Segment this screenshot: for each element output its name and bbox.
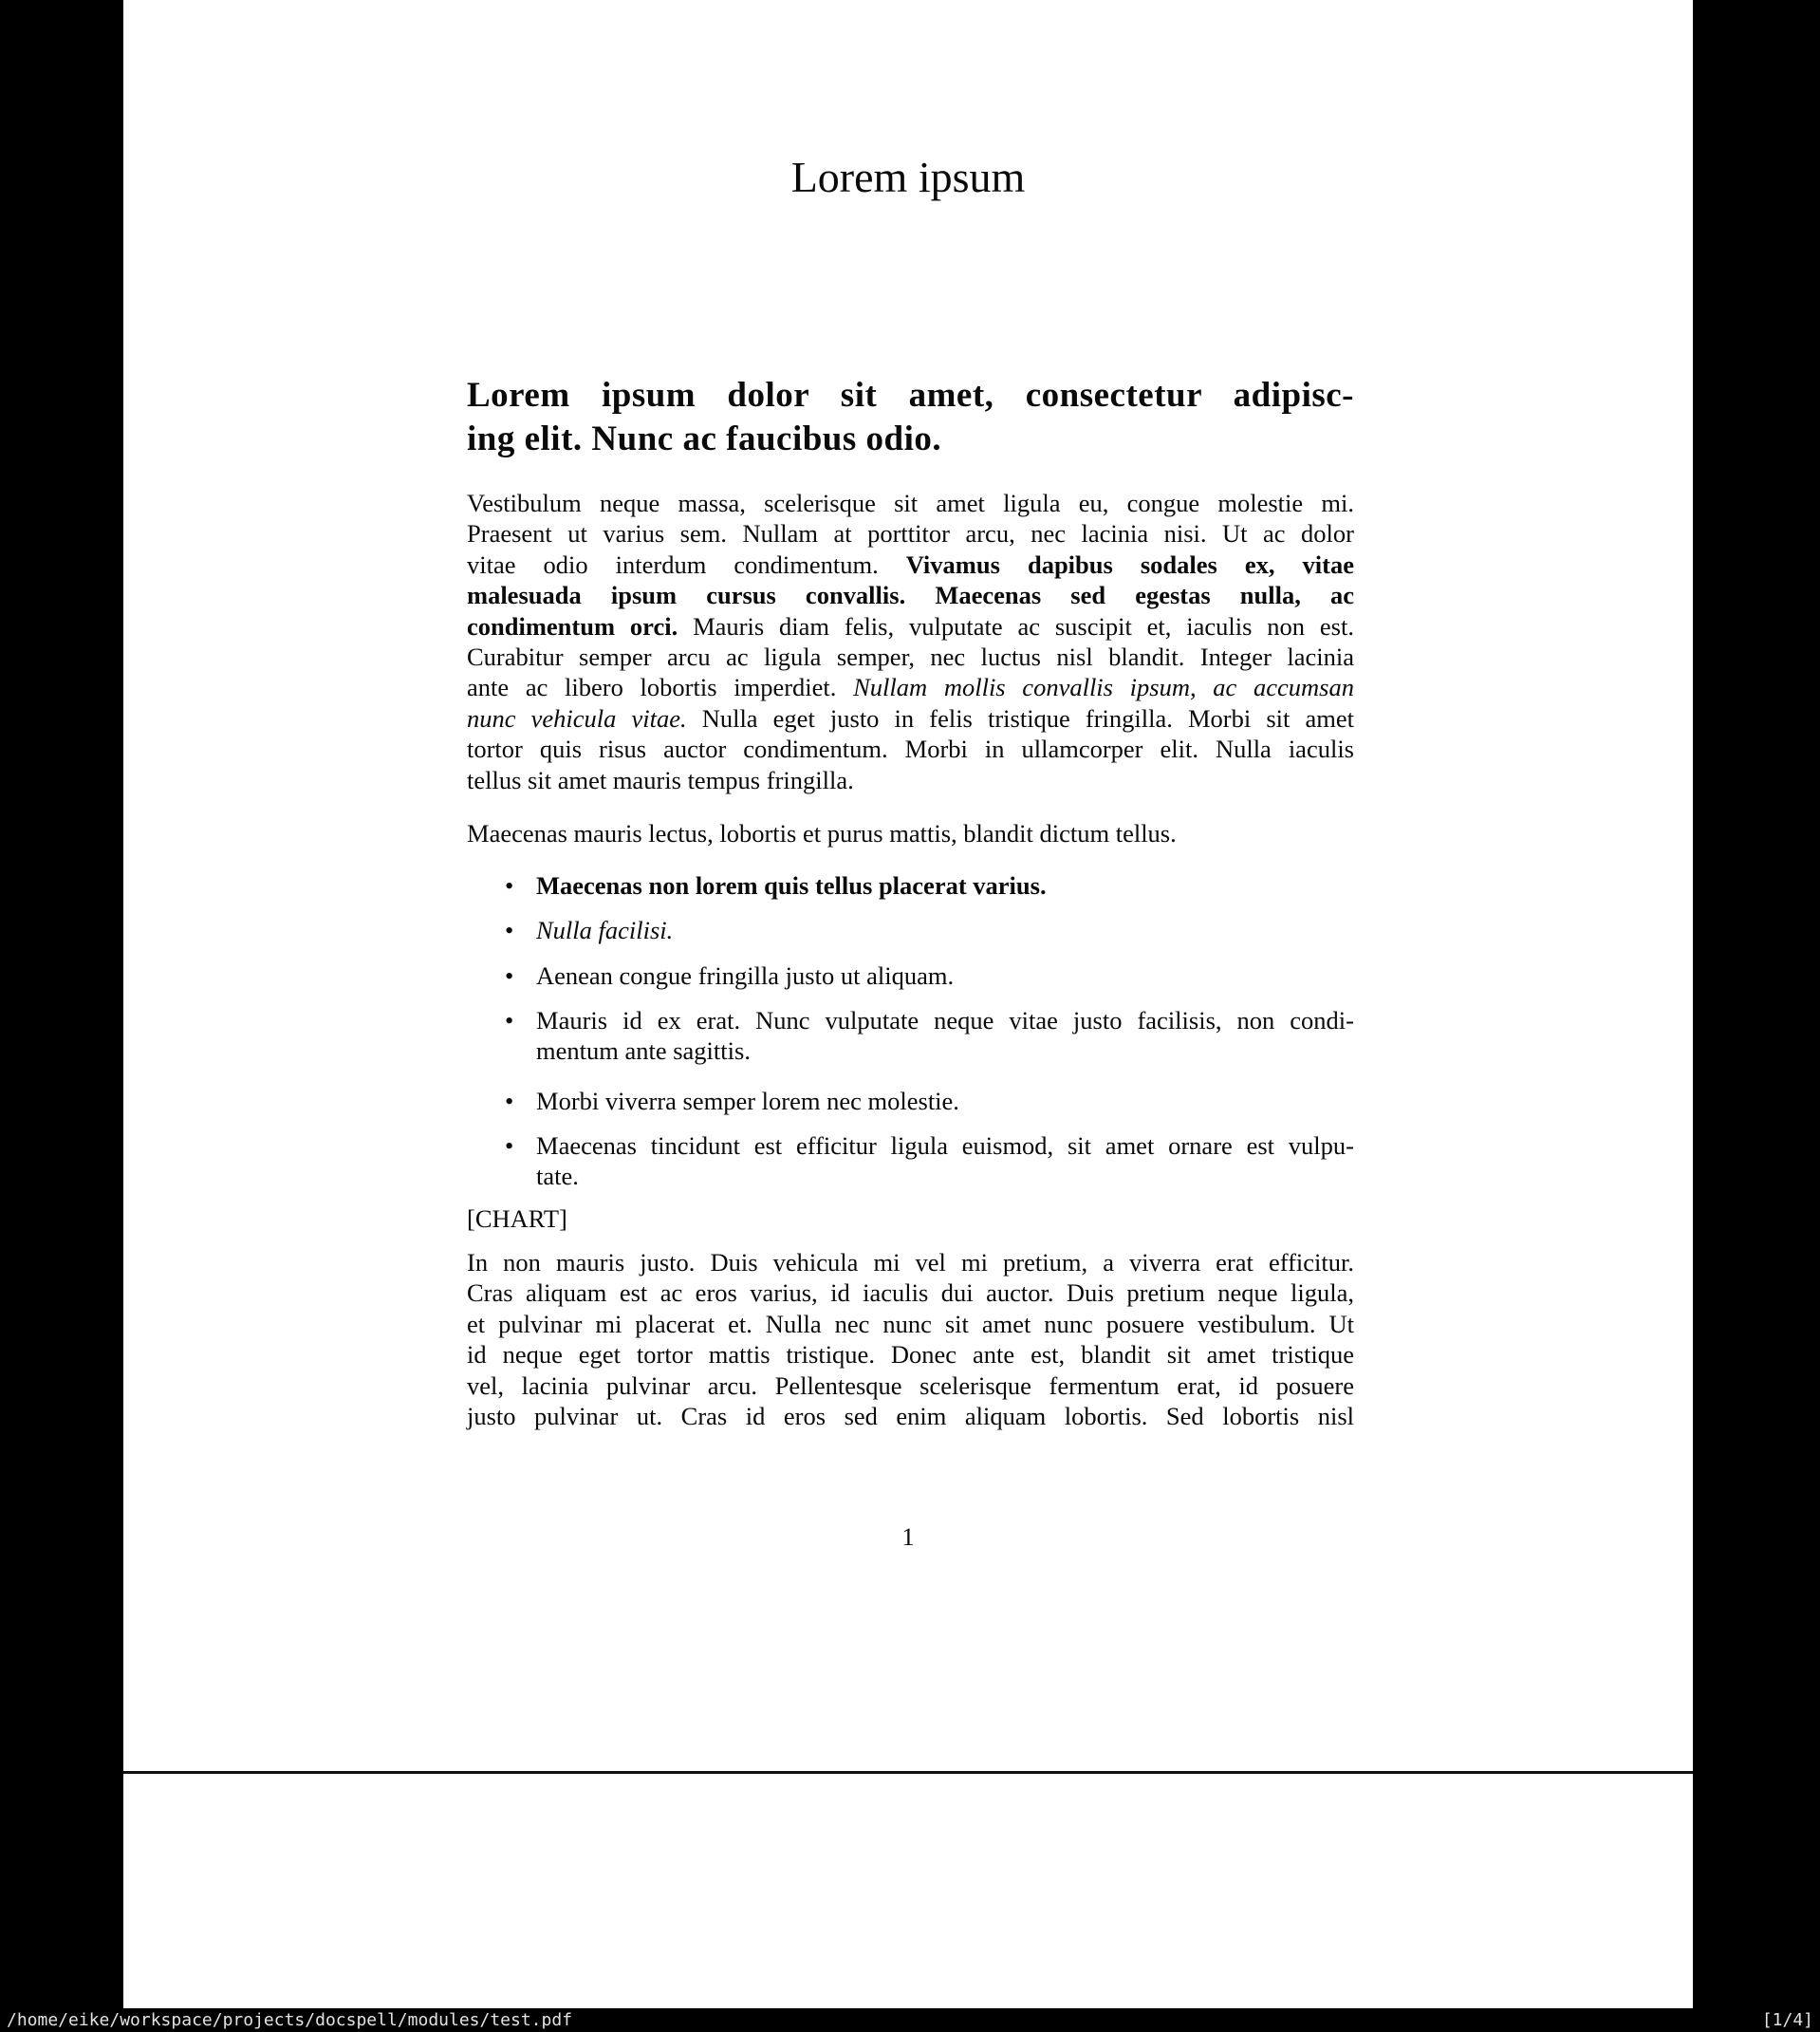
- text-line: mentum ante sagittis.: [536, 1036, 751, 1066]
- bullet-icon: •: [505, 1131, 514, 1160]
- list-item: [505, 915, 1354, 945]
- text-line: condimentum orci. Mauris diam felis, vulputate ac suscipit et, iaculis non est.: [467, 611, 1354, 641]
- bullet-icon: •: [505, 871, 514, 900]
- text-line: Maecenas mauris lectus, lobortis et purus mattis, blandit dictum tellus.: [467, 819, 1177, 848]
- status-file-path: /home/eike/workspace/projects/docspell/modules/test.pdf: [7, 2010, 573, 2030]
- document-title: Lorem ipsum: [790, 153, 1026, 201]
- bullet-icon: •: [505, 916, 514, 944]
- text-line: vel, lacinia pulvinar arcu. Pellentesque scelerisque fermentum erat, id posuere: [467, 1370, 1354, 1400]
- section-heading: [467, 374, 1354, 461]
- bullet-icon: •: [505, 1087, 514, 1115]
- text-line: Aenean congue fringilla justo ut aliquam.: [536, 961, 955, 990]
- text-line: tellus sit amet mauris tempus fringilla.: [467, 765, 854, 794]
- text-line: Maecenas non lorem quis tellus placerat varius.: [536, 871, 1047, 900]
- text-line: Vestibulum neque massa, scelerisque sit amet ligula eu, congue molestie mi.: [467, 489, 1354, 517]
- text-line: tortor quis risus auctor condimentum. Morbi in ullamcorper elit. Nulla iaculis: [467, 735, 1354, 764]
- status-page-indicator: [1/4]: [1761, 2010, 1813, 2030]
- text-line: id neque eget tortor mattis tristique. Donec ante est, blandit sit amet tristique: [467, 1340, 1354, 1370]
- page-number: 1: [901, 1522, 915, 1551]
- pdf-page-2[interactable]: [123, 1774, 1693, 2008]
- text-line: Maecenas tincidunt est efficitur ligula euismod, sit amet ornare est vulpu-: [536, 1131, 1354, 1160]
- text-line: Lorem ipsum dolor sit amet, consectetur adipisc-: [467, 376, 1354, 415]
- text-line: malesuada ipsum cursus convallis. Maecenas sed egestas nulla, ac: [467, 581, 1354, 610]
- status-bar: [0, 2008, 1820, 2032]
- text-line: ing elit. Nunc ac faucibus odio.: [467, 419, 942, 458]
- list-item: [505, 1130, 1354, 1192]
- text-line: Morbi viverra semper lorem nec molestie.: [536, 1087, 959, 1115]
- text-line: Mauris id ex erat. Nunc vulputate neque vitae justo facilisis, non condi-: [536, 1006, 1354, 1035]
- list-item: [505, 870, 1354, 901]
- bullet-icon: •: [505, 1006, 514, 1035]
- text-line: justo pulvinar ut. Cras id eros sed enim aliquam lobortis. Sed lobortis nisl: [467, 1402, 1354, 1431]
- text-line: et pulvinar mi placerat et. Nulla nec nunc sit amet nunc posuere vestibulum. Ut: [467, 1309, 1354, 1338]
- text-line: ante ac libero lobortis imperdiet. Nullam mollis convallis ipsum, ac accumsan: [467, 673, 1354, 702]
- paragraph-3: [467, 1247, 1354, 1431]
- paragraph-1: [467, 488, 1354, 795]
- paragraph-2: [467, 818, 1354, 848]
- text-line: Curabitur semper arcu ac ligula semper, nec luctus nisl blandit. Integer lacinia: [467, 643, 1354, 672]
- pdf-page-1[interactable]: [123, 0, 1693, 1771]
- list-item: [505, 960, 1354, 991]
- bullet-icon: •: [505, 961, 514, 990]
- text-line: vitae odio interdum condimentum. Vivamus dapibus sodales ex, vitae: [467, 550, 1355, 579]
- text-line: Praesent ut varius sem. Nullam at porttitor arcu, nec lacinia nisi. Ut ac dolor: [467, 519, 1354, 549]
- text-line: Cras aliquam est ac eros varius, id iaculis dui auctor. Duis pretium neque ligula,: [467, 1278, 1354, 1308]
- chart-placeholder: [CHART]: [467, 1204, 567, 1233]
- text-line: In non mauris justo. Duis vehicula mi vel mi pretium, a viverra erat efficitur.: [467, 1248, 1354, 1277]
- list-item: [505, 1005, 1354, 1067]
- text-line: Nulla facilisi.: [536, 916, 674, 944]
- text-line: nunc vehicula vitae. Nulla eget justo in felis tristique fringilla. Morbi sit amet: [467, 703, 1354, 733]
- text-line: tate.: [536, 1162, 579, 1191]
- list-item: [505, 1086, 1354, 1116]
